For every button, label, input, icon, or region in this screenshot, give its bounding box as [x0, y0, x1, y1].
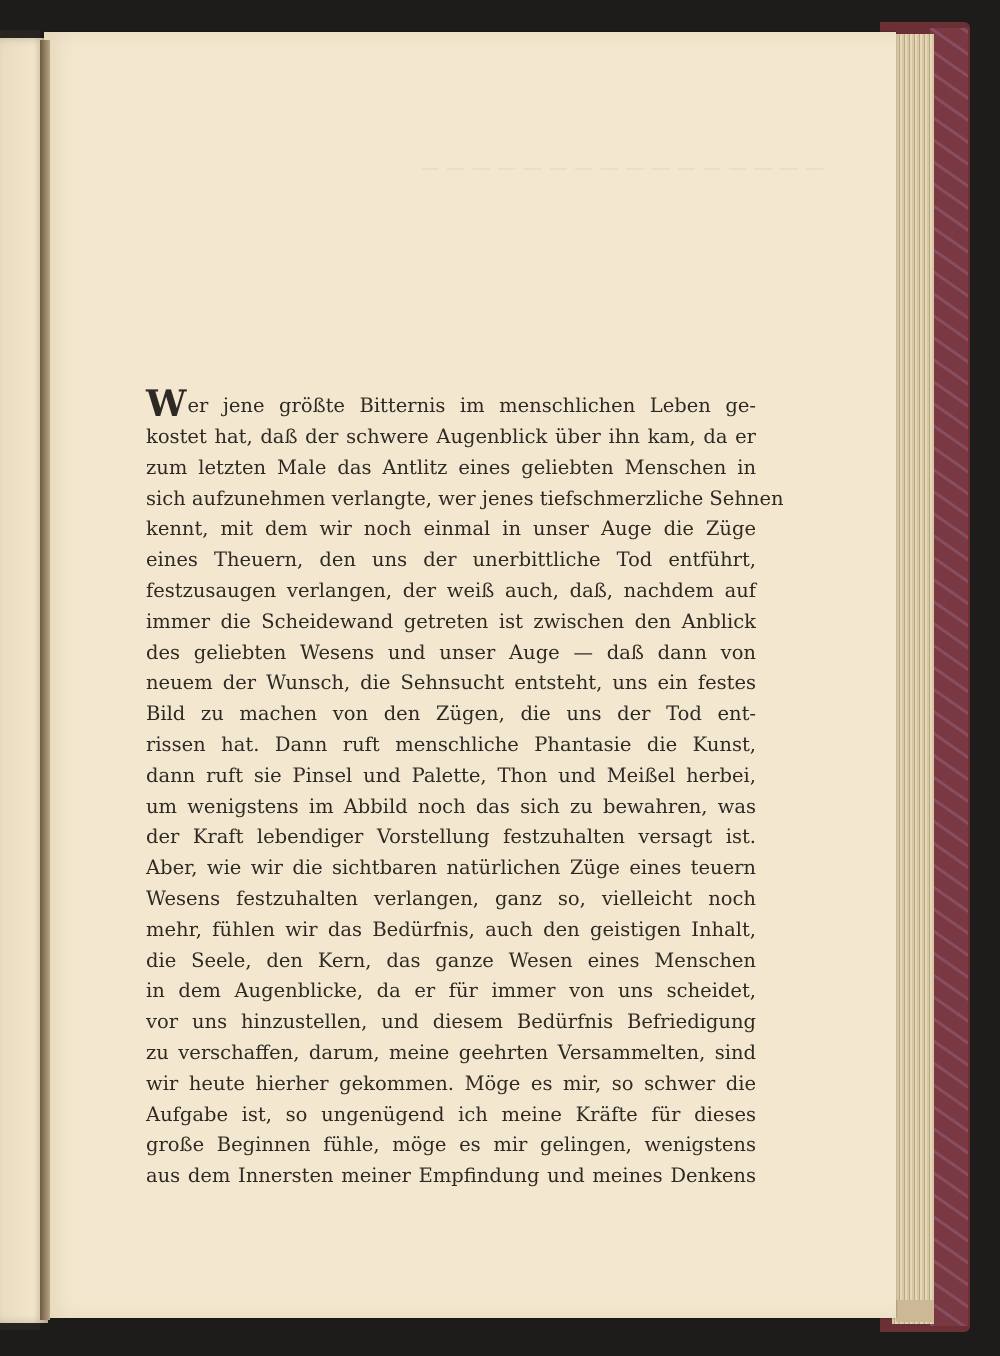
- text-line: immer die Scheidewand getreten ist zwischen den Anblick: [146, 609, 756, 633]
- page-edges-bottom: [896, 1300, 934, 1322]
- text-line: neuem der Wunsch, die Sehnsucht entsteht, uns ein festes: [146, 671, 756, 695]
- page-edges: [892, 34, 934, 1324]
- text-line: mehr, fühlen wir das Bedürfnis, auch den geistigen Inhalt,: [146, 917, 756, 941]
- text-line: aus dem Innersten meiner Empfindung und meines Denkens: [146, 1164, 756, 1188]
- text-line: kostet hat, daß der schwere Augenblick über ihn kam, da er: [146, 425, 756, 448]
- text-line: [146, 383, 756, 425]
- text-line: Aufgabe ist, so ungenügend ich meine Kräfte für dieses: [146, 1102, 756, 1126]
- text-line: wir heute hierher gekommen. Möge es mir, so schwer die: [146, 1071, 756, 1095]
- text-line: vor uns hinzustellen, und diesem Bedürfnis Befriedigung: [146, 1010, 756, 1034]
- initial-letter: W: [146, 383, 187, 425]
- text-line: die Seele, den Kern, das ganze Wesen eines Menschen: [146, 948, 756, 972]
- text-line: um wenigstens im Abbild noch das sich zu bewahren, was: [146, 794, 756, 818]
- text-line: zu verschaffen, darum, meine geehrten Versammelten, sind: [146, 1040, 756, 1064]
- text-line: zum letzten Male das Antlitz eines geliebten Menschen in: [146, 455, 756, 479]
- text-line: sich aufzunehmen verlangte, wer jenes tiefschmerzliche Sehnen: [146, 486, 784, 510]
- text-line: eines Theuern, den uns der unerbittliche Tod entführt,: [146, 548, 756, 572]
- text-line: Bild zu machen von den Zügen, die uns der Tod ent-: [146, 702, 756, 726]
- gutter: [40, 40, 50, 1320]
- text-line: Aber, wie wir die sichtbaren natürlichen Züge eines teuern: [146, 856, 756, 880]
- text-line: dann ruft sie Pinsel und Palette, Thon und Meißel herbei,: [146, 763, 756, 787]
- text-line: in dem Augenblicke, da er für immer von uns scheidet,: [146, 979, 756, 1003]
- first-line-text: er jene größte Bitternis im menschlichen Leben ge-: [187, 394, 756, 417]
- marbled-cover-edge: [930, 28, 968, 1326]
- text-line: Wesens festzuhalten verlangen, ganz so, vielleicht noch: [146, 886, 756, 910]
- text-line: festzusaugen verlangen, der weiß auch, daß, nachdem auf: [146, 578, 756, 602]
- text-line: der Kraft lebendiger Vorstellung festzuhalten versagt ist.: [146, 825, 756, 849]
- text-line: kennt, mit dem wir noch einmal in unser Auge die Züge: [146, 517, 756, 541]
- text-line: große Beginnen fühle, möge es mir gelingen, wenigstens: [146, 1133, 756, 1157]
- show-through: — — — — — — — — — — — — — — — —: [420, 157, 824, 179]
- text-line: des geliebten Wesens und unser Auge — daß dann von: [146, 640, 756, 664]
- body-text: [146, 383, 784, 1192]
- text-line: rissen hat. Dann ruft menschliche Phantasie die Kunst,: [146, 732, 756, 756]
